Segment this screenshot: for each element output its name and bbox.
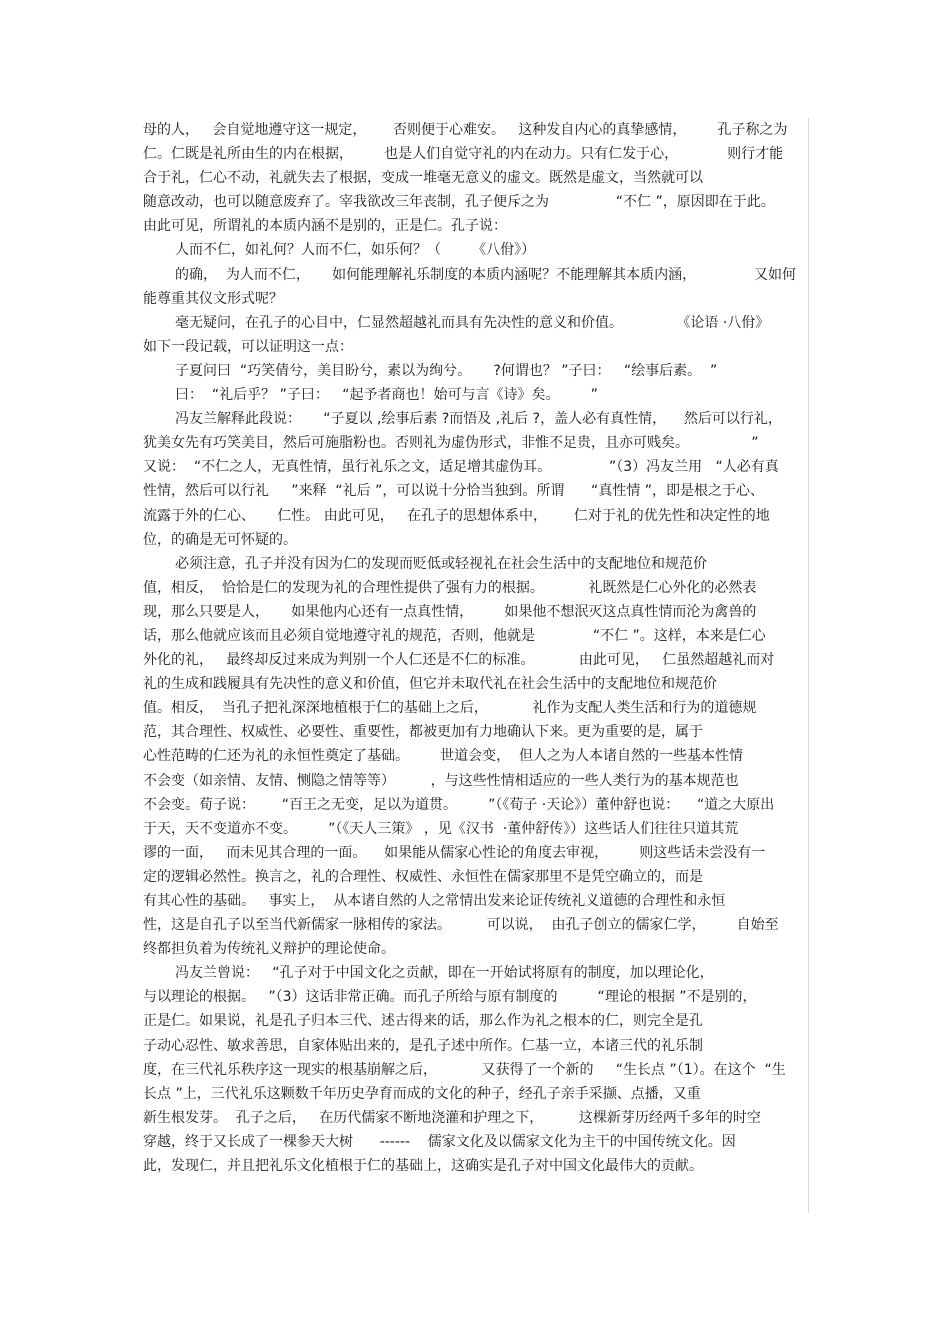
- text-line: 范，其合理性、权威性、必要性、重要性，都被更加有力地确认下来。更为重要的是，属于: [143, 724, 703, 741]
- text-line: 必须注意，孔子并没有因为仁的发现而贬低或轻视礼在社会生活中的支配地位和规范价: [175, 555, 707, 572]
- text-line: 性情，然后可以行礼 ”来释 “礼后 ”，可以说十分恰当独到。所谓 “真性情 ”，即是根之于心、: [143, 483, 765, 500]
- text-line: 冯友兰解释此段说： “子夏以 ,绘事后素 ?而悟及 ,礼后 ?，盖人必有真性情， 然后可以行礼，: [175, 411, 782, 428]
- text-line: 心性范畴的仁还为礼的永恒性奠定了基础。 世道会变， 但人之为人本诸自然的一些基本性情: [143, 748, 744, 765]
- text-line: 外化的礼， 最终却反过来成为判别一个人仁还是不仁的标准。 由此可见， 仁虽然超越礼而对: [143, 652, 775, 669]
- text-line: 于天，天不变道亦不变。 ”（《天人三策》 ，见《汉书 ·董仲舒传》）这些话人们往往只道其荒: [143, 820, 739, 837]
- text-line: 与以理论的根据。 ”（3）这话非常正确。而孔子所给与原有制度的 “理论的根据 ”不是别的，: [143, 989, 757, 1006]
- text-line: 度，在三代礼乐秩序这一现实的根基崩解之后， 又获得了一个新的 “生长点 ”（1）。在这个 “生: [143, 1061, 786, 1078]
- text-line: 能尊重其仪文形式呢？: [143, 290, 283, 307]
- text-line: 仁。仁既是礼所由生的内在根据， 也是人们自觉守礼的内在动力。只有仁发于心， 则行才能: [143, 146, 784, 163]
- text-line: 礼的生成和践履具有先决性的意义和价值，但它并未取代礼在社会生活中的支配地位和规范价: [143, 676, 717, 693]
- text-line: 不会变。荀子说： “百王之无变，足以为道贯。 ”（《荀子 ·天论》）董仲舒也说： “道之大原出: [143, 796, 775, 813]
- text-line: 毫无疑问，在孔子的心目中，仁显然超越礼而具有先决性的意义和价值。 《论语 ·八佾》: [175, 314, 770, 331]
- text-line: 人而不仁，如礼何？人而不仁，如乐何？（ 《八佾》）: [175, 242, 536, 259]
- text-line: 的确， 为人而不仁， 如何能理解礼乐制度的本质内涵呢？不能理解其本质内涵， 又如何: [175, 266, 797, 283]
- text-line: 谬的一面， 而未见其合理的一面。 如果能从儒家心性论的角度去审视， 则这些话未尝没有一: [143, 844, 766, 861]
- text-line: 性，这是自孔子以至当代新儒家一脉相传的家法。 可以说， 由孔子创立的儒家仁学， 自始至: [143, 917, 779, 934]
- text-line: 位，的确是无可怀疑的。: [143, 531, 297, 548]
- text-line: 冯友兰曾说： “孔子对于中国文化之贡献，即在一开始试将原有的制度，加以理论化，: [175, 965, 714, 982]
- text-line: 犹美女先有巧笑美目，然后可施脂粉也。否则礼为虚伪形式，非惟不足贵，且亦可贱矣。 ”: [143, 435, 759, 452]
- text-line: 流露于外的仁心、 仁性。 由此可见， 在孔子的思想体系中， 仁对于礼的优先性和决定性的地: [143, 507, 770, 524]
- text-line: 值，相反， 恰恰是仁的发现为礼的合理性提供了强有力的根据。 礼既然是仁心外化的必然表: [143, 579, 757, 596]
- text-line: 新生根发芽。 孔子之后， 在历代儒家不断地浇灌和护理之下， 这棵新芽历经两千多年的时空: [143, 1109, 761, 1126]
- text-line: 正是仁。如果说，礼是孔子归本三代、述古得来的话，那么作为礼之根本的仁，则完全是孔: [143, 1013, 703, 1030]
- text-line: 话，那么他就应该而且必须自觉地遵守礼的规范，否则，他就是 “不仁 ”。这样，本来是仁心: [143, 627, 766, 644]
- text-line: 如下一段记载，可以证明这一点：: [143, 338, 353, 355]
- text-line: 定的逻辑必然性。换言之，礼的合理性、权威性、永恒性在儒家那里不是凭空确立的，而是: [143, 868, 703, 885]
- text-line: 终都担负着为传统礼义辩护的理论使命。: [143, 941, 395, 958]
- text-line: 母的人， 会自觉地遵守这一规定， 否则便于心难安。 这种发自内心的真挚感情， 孔子称之为: [143, 122, 788, 138]
- text-line: 子动心忍性、敏求善思，自家体贴出来的，是孔子述中所作。仁基一立，本诸三代的礼乐制: [143, 1037, 703, 1054]
- text-line: 合于礼，仁心不动，礼就失去了根据，变成一堆毫无意义的虚文。既然是虚文，当然就可以: [143, 170, 703, 187]
- text-line: 又说： “不仁之人，无真性情，虽行礼乐之文，适足增其虚伪耳。 ”（3）冯友兰用 “人必有真: [143, 459, 779, 476]
- body-text: [143, 118, 808, 1178]
- text-line: 子夏问曰 “巧笑倩兮，美目盼兮，素以为绚兮。 ?何谓也？ ”子曰： “绘事后素。 ”: [175, 362, 718, 379]
- text-line: 现，那么只要是人， 如果他内心还有一点真性情， 如果他不想泯灭这点真性情而沦为禽兽的: [143, 603, 757, 620]
- text-line: 值。相反， 当孔子把礼深深地植根于仁的基础上之后， 礼作为支配人类生活和行为的道德规: [143, 700, 757, 717]
- page-edge-rule: [808, 118, 809, 1213]
- text-line: 随意改动，也可以随意废弃了。宰我欲改三年丧制，孔子便斥之为 “不仁 ”，原因即在于此。: [143, 194, 775, 211]
- text-line: 曰： “礼后乎？ ”子曰： “起予者商也！始可与言《诗》矣。 ”: [175, 387, 598, 404]
- text-line: 由此可见，所谓礼的本质内涵不是别的，正是仁。孔子说：: [143, 218, 507, 235]
- text-line: 有其心性的基础。 事实上， 从本诸自然的人之常情出发来论证传统礼义道德的合理性和永恒: [143, 893, 726, 909]
- text-line: 不会变（如亲情、友情、恻隐之情等等） ，与这些性情相适应的一些人类行为的基本规范也: [143, 772, 739, 789]
- text-line: 此，发现仁，并且把礼乐文化植根于仁的基础上，这确实是孔子对中国文化最伟大的贡献。: [143, 1158, 703, 1175]
- text-line: 穿越，终于又长成了一棵参天大树 ------ 儒家文化及以儒家文化为主干的中国传统文化。因: [143, 1133, 736, 1150]
- text-line: 长点 ”上，三代礼乐这颗数千年历史孕育而成的文化的种子，经孔子亲手采撷、点播，又重: [143, 1085, 701, 1102]
